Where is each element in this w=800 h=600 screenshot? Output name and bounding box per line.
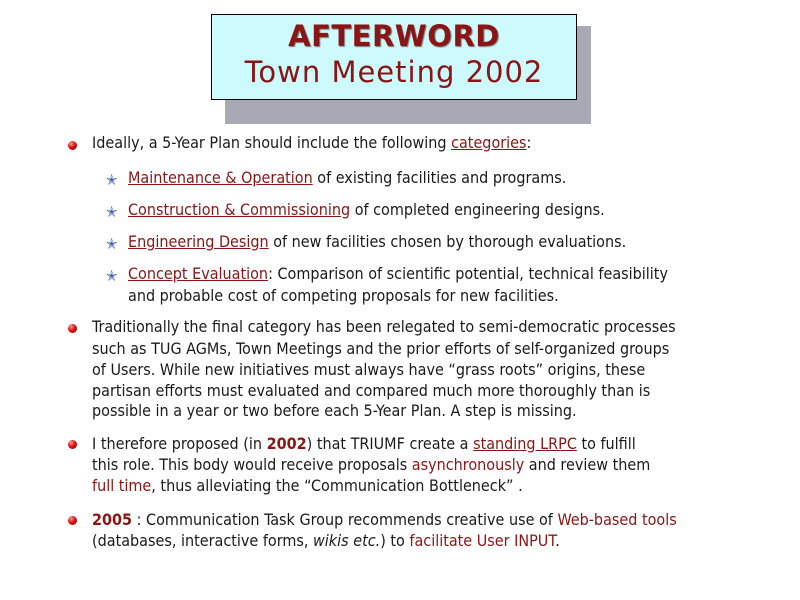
proposed-line-3 xyxy=(92,477,523,496)
bullet-icon xyxy=(68,440,77,449)
proposed-line-1 xyxy=(92,435,636,454)
traditionally-line-1: Traditionally the final category has been relegated to semi-democratic processes xyxy=(92,317,676,336)
sub-item-engineering xyxy=(128,233,626,252)
proposed-text: ) that TRIUMF create a xyxy=(306,434,474,453)
sub-item-maintenance xyxy=(128,169,566,188)
sub-item-text: : Comparison of scientific potential, technical feasibility xyxy=(268,264,668,283)
full-time-highlight: full time xyxy=(92,476,152,495)
asynchronously-highlight: asynchronously xyxy=(411,455,525,474)
traditionally-line-5: possible in a year or two before each 5-Year Plan. A step is missing. xyxy=(92,401,577,420)
star-icon: ✭ xyxy=(106,267,118,285)
intro-line xyxy=(92,134,531,153)
engineering-design-link[interactable]: Engineering Design xyxy=(128,232,269,251)
proposed-line-2 xyxy=(92,456,650,475)
web-based-tools-highlight: Web-based tools xyxy=(557,510,677,529)
sub-item-text: of completed engineering designs. xyxy=(350,200,605,219)
bullet-icon xyxy=(68,324,77,333)
intro-colon: : xyxy=(526,133,532,152)
construction-link[interactable]: Construction & Commissioning xyxy=(128,200,351,219)
star-icon: ✭ xyxy=(106,171,118,189)
maintenance-link[interactable]: Maintenance & Operation xyxy=(128,168,313,187)
proposed-text: , thus alleviating the “Communication Bottleneck” . xyxy=(151,476,523,495)
page-subtitle: Town Meeting 2002 xyxy=(244,55,544,89)
year2005-text: . xyxy=(555,531,560,550)
bullet-icon xyxy=(68,516,77,525)
year2005-text: ) to xyxy=(380,531,410,550)
year-2005: 2005 xyxy=(92,510,133,529)
categories-link[interactable]: categories xyxy=(451,133,527,152)
wikis-italic: wikis etc. xyxy=(313,531,381,550)
bullet-icon xyxy=(68,141,77,150)
concept-evaluation-link[interactable]: Concept Evaluation xyxy=(128,264,269,283)
proposed-text: this role. This body would receive proposals xyxy=(92,455,412,474)
sub-item-concept-line2: and probable cost of competing proposals for new facilities. xyxy=(128,286,559,305)
facilitate-input-highlight: facilitate User INPUT xyxy=(409,531,556,550)
page-title: AFTERWORD xyxy=(288,19,500,53)
year2005-text: (databases, interactive forms, xyxy=(92,531,314,550)
traditionally-line-3: of Users. While new initiatives must always have “grass roots” origins, these xyxy=(92,360,646,379)
sub-item-construction xyxy=(128,201,605,220)
star-icon: ✭ xyxy=(106,235,118,253)
traditionally-line-4: partisan efforts must evaluated and compared much more thoroughly than is xyxy=(92,381,651,400)
year2005-line-2 xyxy=(92,532,560,551)
year-2002: 2002 xyxy=(266,434,307,453)
sub-item-concept xyxy=(128,265,668,284)
traditionally-line-2: such as TUG AGMs, Town Meetings and the prior efforts of self-organized groups xyxy=(92,339,670,358)
year2005-line-1 xyxy=(92,511,677,530)
sub-item-text: of new facilities chosen by thorough evaluations. xyxy=(268,232,627,251)
year2005-text: : Communication Task Group recommends creative use of xyxy=(132,510,558,529)
intro-text: Ideally, a 5-Year Plan should include the following xyxy=(92,133,452,152)
proposed-text: I therefore proposed (in xyxy=(92,434,267,453)
standing-lrpc-link[interactable]: standing LRPC xyxy=(473,434,577,453)
sub-item-text: of existing facilities and programs. xyxy=(312,168,567,187)
star-icon: ✭ xyxy=(106,203,118,221)
proposed-text: and review them xyxy=(524,455,651,474)
proposed-text: to fulfill xyxy=(576,434,636,453)
